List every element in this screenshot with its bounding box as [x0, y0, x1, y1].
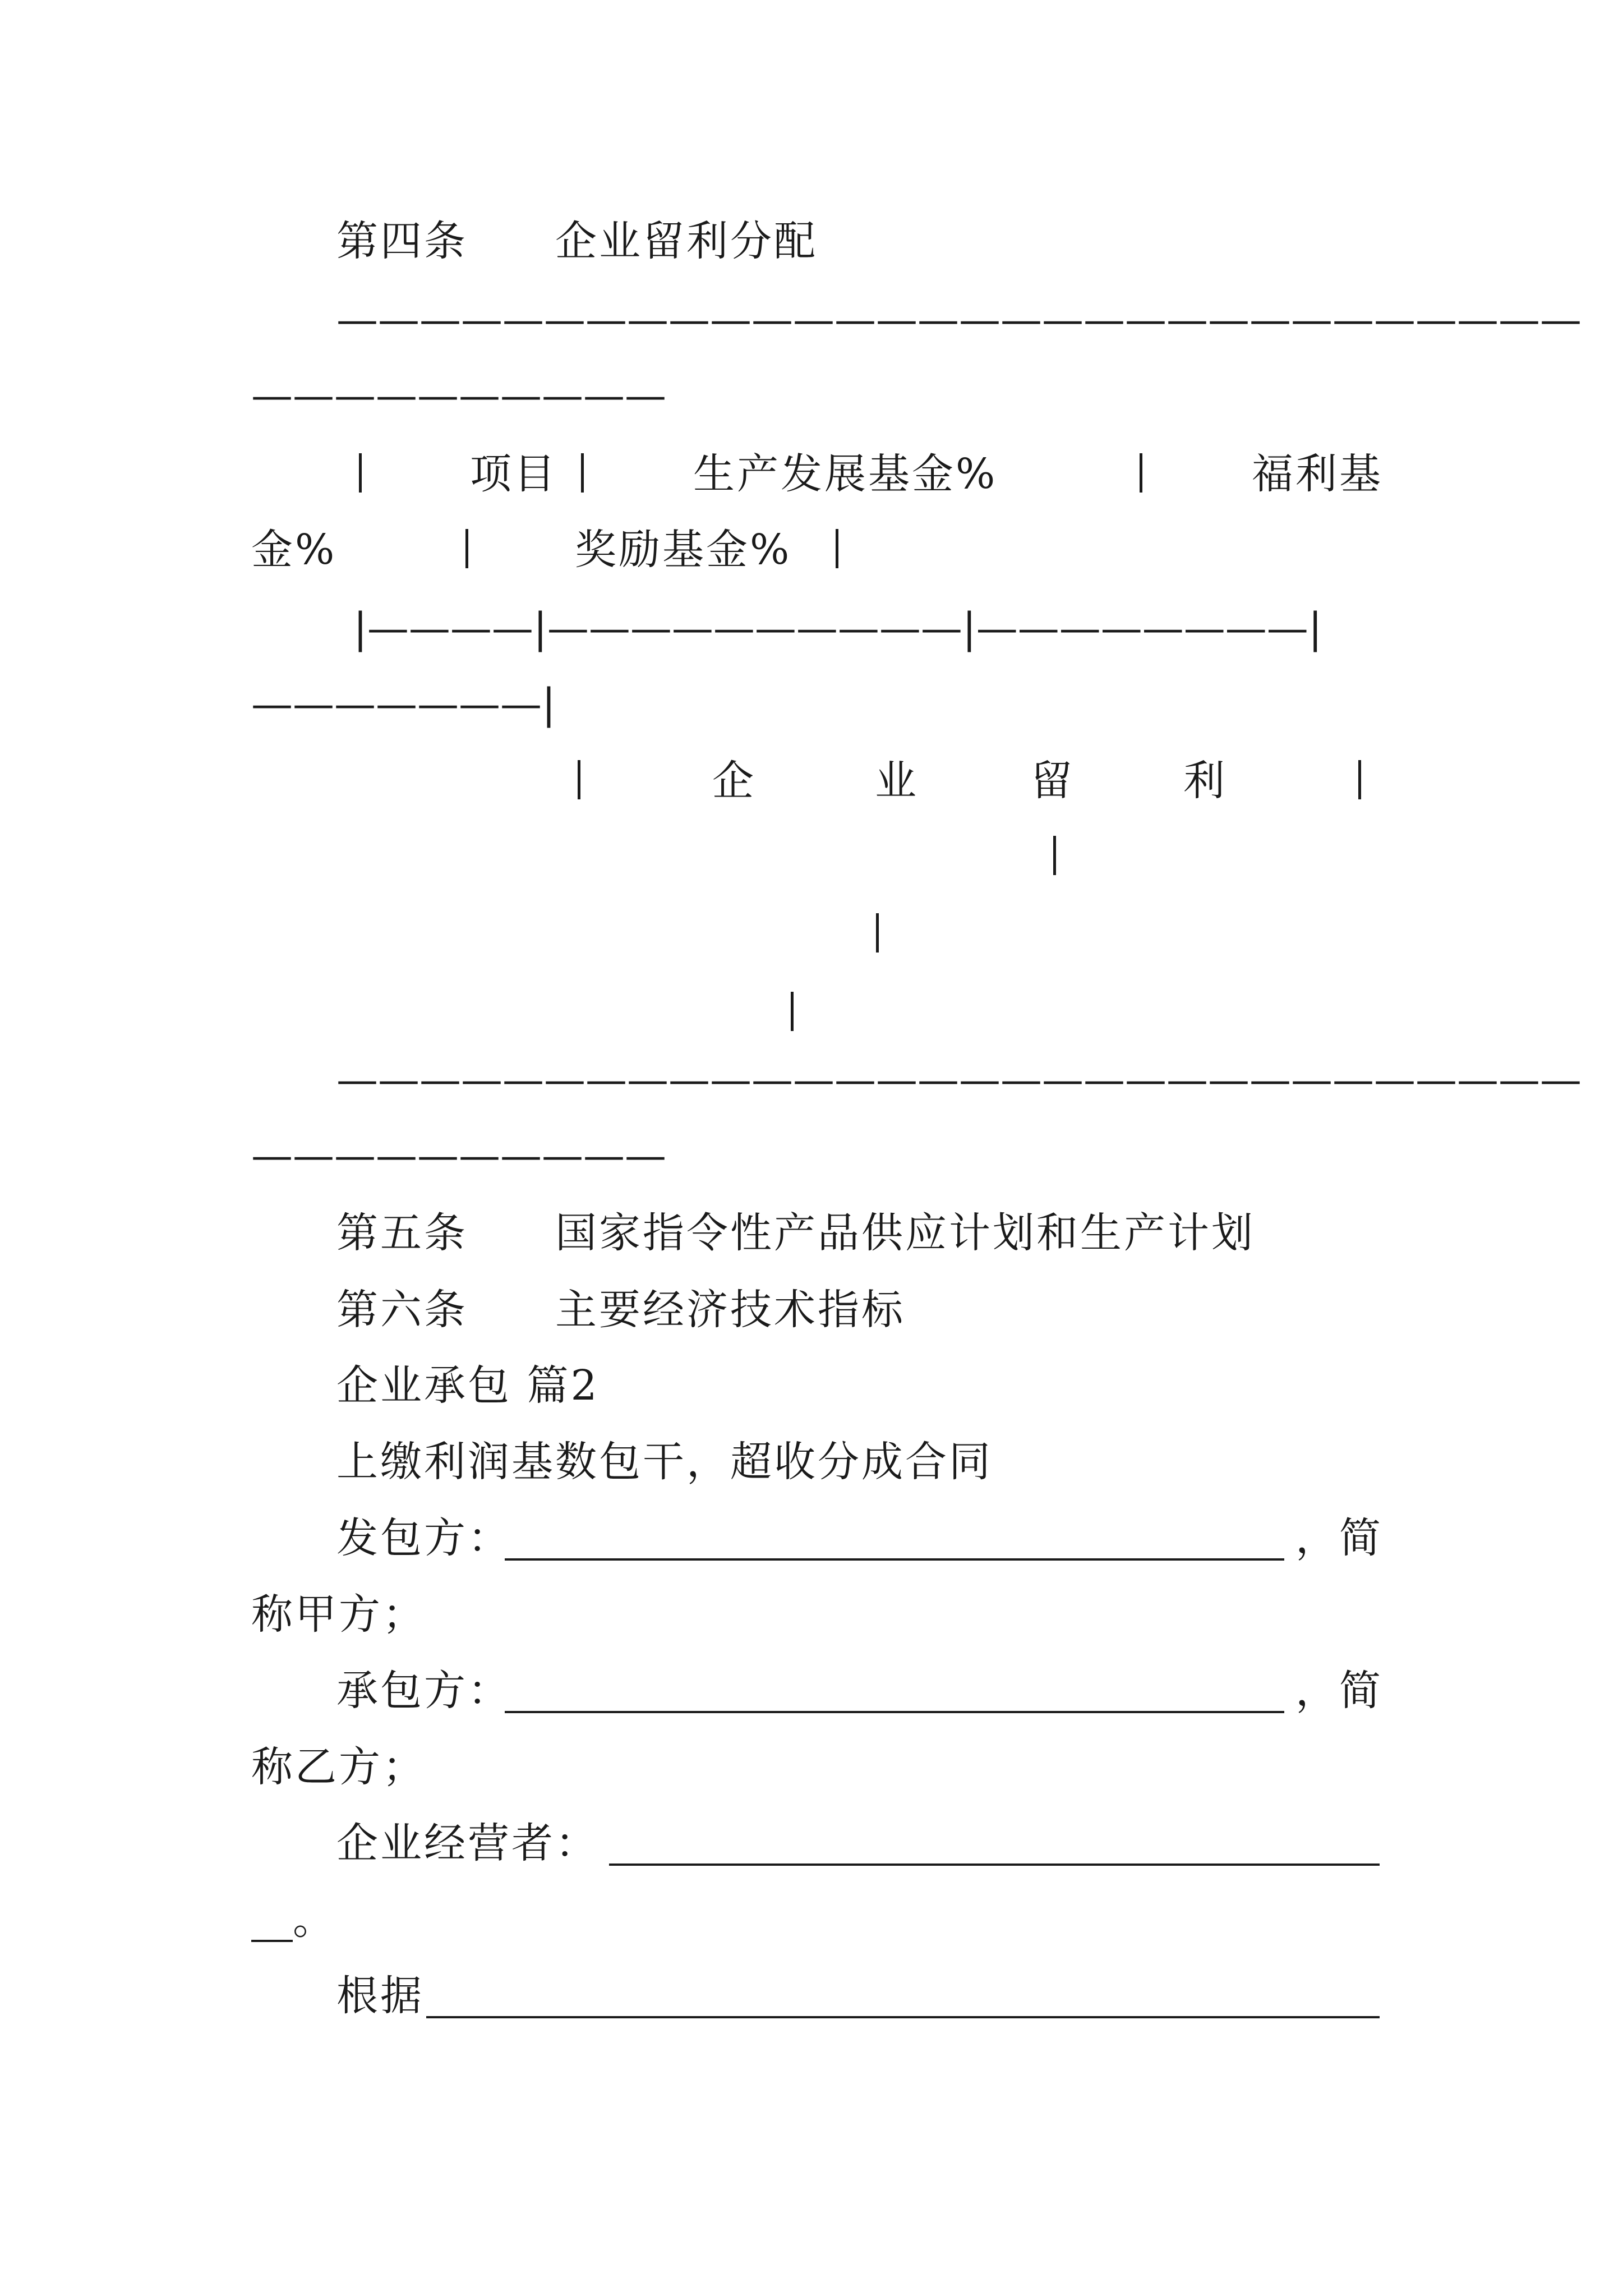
operator-blank-cont[interactable]: [251, 1940, 293, 1942]
issuer-tail: ，简: [1295, 1514, 1383, 1562]
table-top-rule: ——————————————————————————————: [336, 296, 1581, 344]
table-border: [465, 529, 468, 568]
issuer-abbrev: 称甲方；: [251, 1590, 426, 1639]
article-6-number: 第六条: [336, 1286, 468, 1334]
table-border: [791, 992, 794, 1031]
basis-blank[interactable]: [426, 2016, 1380, 2018]
table-border: [876, 913, 879, 953]
table-bottom-rule-cont: ——————————: [251, 1131, 666, 1180]
table-header-welfare-fund: 福利基: [1252, 450, 1383, 498]
table-border: [1053, 836, 1056, 875]
issuer-blank[interactable]: [505, 1558, 1284, 1561]
contractor-blank[interactable]: [505, 1711, 1284, 1713]
table-border: [1140, 453, 1142, 493]
table-border: [836, 529, 838, 568]
table-row-label-char: 业: [875, 757, 916, 805]
table-header-item: 项目: [470, 450, 557, 498]
table-header-bonus-fund: 奖励基金%: [575, 526, 792, 574]
table-top-rule-cont: ——————————: [251, 371, 666, 420]
table-border: [578, 760, 580, 799]
table-bottom-rule: ——————————————————————————————: [336, 1056, 1581, 1104]
issuer-label: 发包方：: [336, 1514, 511, 1562]
table-row-label-char: 留: [1031, 757, 1072, 805]
operator-blank[interactable]: [609, 1864, 1380, 1866]
section-heading: 企业承包 篇2: [336, 1361, 600, 1410]
article-6-title: 主要经济技术指标: [555, 1286, 905, 1334]
article-5-number: 第五条: [336, 1209, 468, 1257]
contractor-label: 承包方：: [336, 1667, 511, 1715]
table-border: [1358, 760, 1361, 799]
table-separator: |————|——————————|————————|: [353, 604, 1322, 652]
table-row-label-char: 企: [712, 757, 754, 805]
table-border: [581, 453, 584, 493]
article-4-title: 企业留利分配: [555, 217, 818, 265]
contract-title: 上缴利润基数包干，超收分成合同: [336, 1438, 993, 1486]
article-4-number: 第四条: [336, 217, 468, 265]
table-border: [359, 453, 362, 493]
article-5-title: 国家指令性产品供应计划和生产计划: [555, 1209, 1255, 1257]
table-row-label-char: 利: [1183, 757, 1225, 805]
table-header-dev-fund: 生产发展基金%: [693, 450, 998, 498]
operator-end: 。: [293, 1895, 336, 1944]
basis-label: 根据: [336, 1972, 424, 2020]
contractor-abbrev: 称乙方；: [251, 1743, 426, 1791]
table-separator-cont: ———————|: [251, 680, 556, 728]
table-header-welfare-fund-cont: 金%: [251, 526, 337, 574]
contractor-tail: ，简: [1295, 1667, 1383, 1715]
operator-label: 企业经营者：: [336, 1819, 599, 1867]
